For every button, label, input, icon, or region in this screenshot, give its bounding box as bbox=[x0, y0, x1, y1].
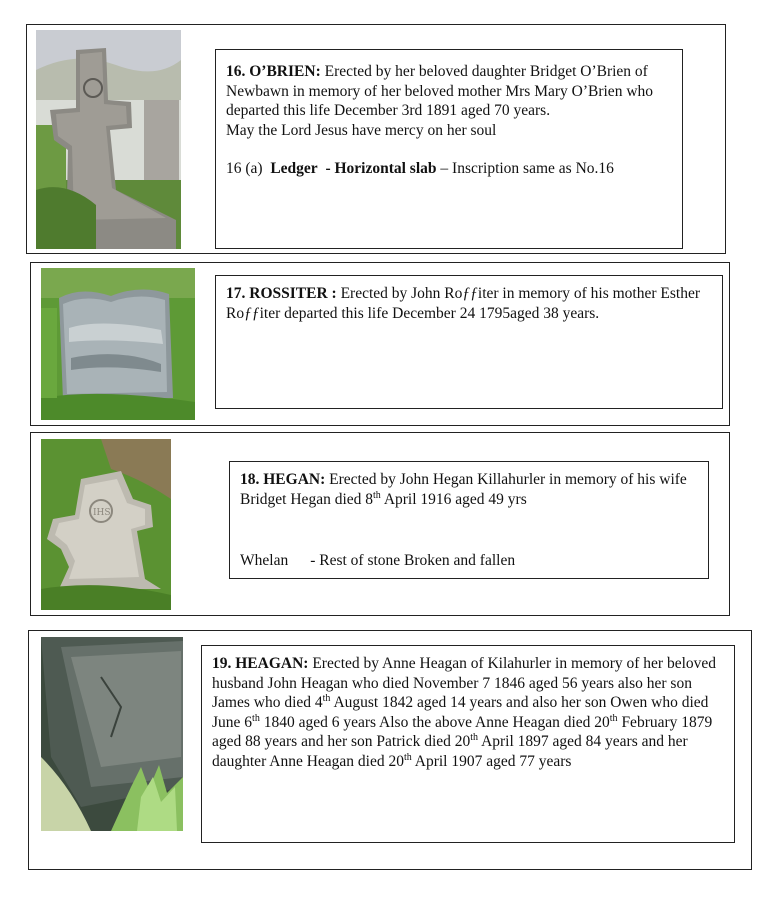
inscription-text-19: 19. HEAGAN: Erected by Anne Heagan of Kilahurler in memory of her beloved husband John Heagan who died November 7 1846 aged 56 years also her son James who died 4th August 1842 aged 14 years and also her son Owen who died June 6th 1840 aged 6 years Also the above Anne Heagan died 20th February 1879 aged 88 years and her son Patrick died 20th April 1897 aged 84 years and her daughter Anne Heagan died 20th April 1907 aged 77 years bbox=[212, 655, 717, 770]
entry-card-16 bbox=[26, 24, 726, 254]
svg-text:IHS: IHS bbox=[93, 508, 111, 518]
entry-card-17 bbox=[30, 262, 730, 426]
inscription-text-18: 18. HEGAN: Erected by John Hegan Killahurler in memory of his wife Bridget Hegan died 8th April 1916 aged 49 yrs bbox=[240, 471, 687, 508]
gravestone-photo-19 bbox=[41, 637, 183, 831]
inscription-box-16 bbox=[215, 49, 683, 249]
gravestone-photo-16 bbox=[36, 30, 181, 249]
gravestone-photo-17 bbox=[41, 268, 195, 420]
gravestone-photo-18 bbox=[41, 439, 171, 610]
entry-card-19 bbox=[28, 630, 752, 870]
stone-note-18: Whelan - Rest of stone Broken and fallen bbox=[240, 552, 516, 569]
inscription-box-19 bbox=[201, 645, 735, 843]
inscription-box-17 bbox=[215, 275, 723, 409]
inscription-box-18 bbox=[229, 461, 709, 579]
inscription-text-17: 17. ROSSITER : Erected by John Roƒƒiter in memory of his mother Esther Roƒƒiter departed this life December 24 1795aged 38 years. bbox=[226, 285, 701, 322]
entry-number-16: 16. O’BRIEN: bbox=[226, 63, 321, 80]
ledger-line-16a: 16 (a) Ledger - Horizontal slab – Inscription same as No.16 bbox=[226, 160, 614, 177]
entry-number-18: 18. HEGAN: bbox=[240, 471, 326, 488]
inscription-text-16: 16. O’BRIEN: Erected by her beloved daughter Bridget O’Brien of Newbawn in memory of her beloved mother Mrs Mary O’Brien who departed this life December 3rd 1891 aged 70 years. bbox=[226, 63, 654, 119]
blessing-line-16: May the Lord Jesus have mercy on her soul bbox=[226, 121, 497, 139]
entry-card-18 bbox=[30, 432, 730, 616]
entry-number-19: 19. HEAGAN: bbox=[212, 655, 309, 672]
entry-number-17: 17. ROSSITER : bbox=[226, 285, 337, 302]
